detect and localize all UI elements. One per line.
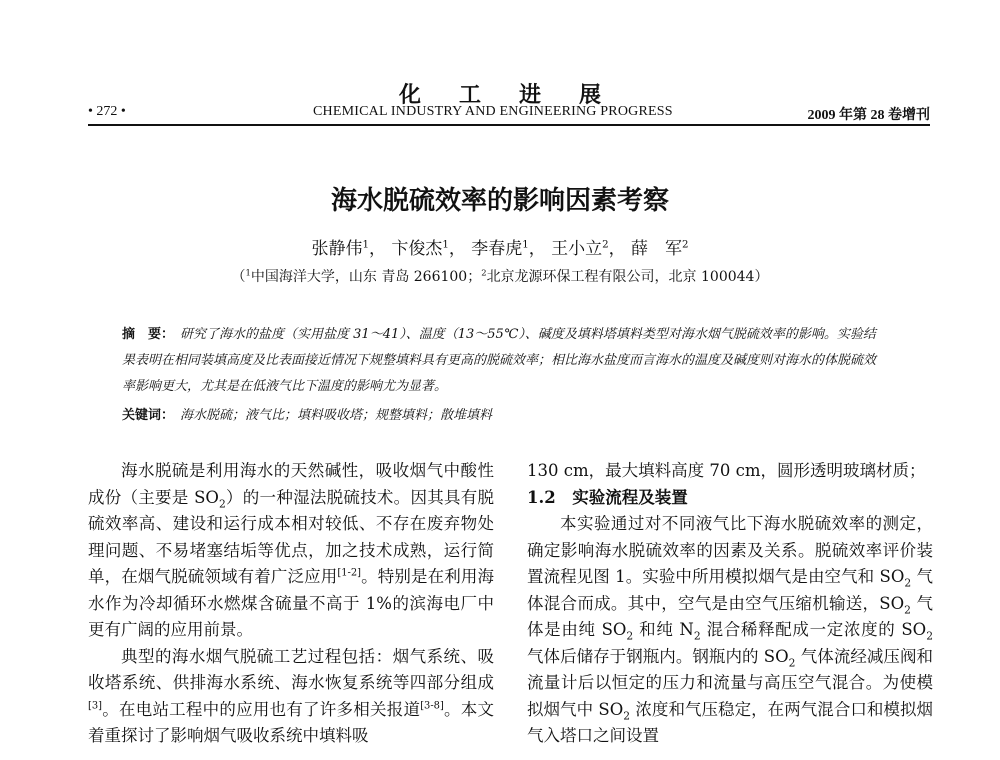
affiliation-2: 北京龙源环保工程有限公司，北京 100044 xyxy=(486,269,755,285)
page-number: • 272 • xyxy=(88,104,126,119)
article-title: 海水脱硫效率的影响因素考察 xyxy=(330,186,669,216)
author-affiliation-mark: 2 xyxy=(682,239,689,251)
keywords-label: 关键词： xyxy=(122,408,175,423)
keywords xyxy=(122,404,882,423)
author-affiliation-mark: 1 xyxy=(442,239,449,251)
author: 王小立 xyxy=(551,239,603,259)
citation: [3-8] xyxy=(420,700,444,711)
author-list: 张静伟$^1$， 卞俊杰$^1$， 李春虎$^1$， 王小立$^2$， 薛 军$^2$ xyxy=(311,239,689,259)
citation: [1-2] xyxy=(337,567,361,579)
abstract-label: 摘 要： xyxy=(122,327,175,342)
abstract xyxy=(122,322,882,400)
body-column-left xyxy=(88,458,494,750)
journal-title-cn: 化工进展 xyxy=(398,82,639,108)
citation: [3] xyxy=(88,700,102,711)
affiliation-mark: 1 xyxy=(245,267,251,278)
affiliation-mark: 2 xyxy=(481,267,487,278)
author: 卞俊杰 xyxy=(391,239,443,259)
keywords-text: 海水脱硫；液气比；填料吸收塔；规整填料；散堆填料 xyxy=(180,408,493,423)
paragraph: 130 cm，最大填料高度 70 cm，圆形透明玻璃材质； xyxy=(527,461,926,480)
issue-label: 2009 年第 28 卷增刊 xyxy=(807,108,930,123)
paragraph: 典型的海水烟气脱硫工艺过程包括：烟气系统、吸收塔系统、供排海水系统、海水恢复系统等四部分组成[3]。在电站工程中的应用也有了许多相关报道[3-8]。本文着重探讨了影响烟气吸收系统中填料吸 xyxy=(88,646,494,745)
author-affiliation-mark: 1 xyxy=(522,239,529,251)
author: 李春虎 xyxy=(471,239,523,259)
header-rule xyxy=(88,124,930,126)
affiliations: （$^1$中国海洋大学，山东 青岛 266100；$^2$北京龙源环保工程有限公司，北京 100044） xyxy=(231,267,769,285)
journal-title-en: CHEMICAL INDUSTRY AND ENGINEERING PROGRESS xyxy=(313,104,673,119)
author-affiliation-mark: 2 xyxy=(602,239,609,251)
abstract-text: 研究了海水的盐度（实用盐度 31～41）、温度（13～55℃）、碱度及填料塔填料类型对海水烟气脱硫效率的影响。实验结果表明在相同装填高度及比表面接近情况下规整填料具有更高的脱硫效率；相比海水盐度而言海水的温度及碱度则对海水的体脱硫效率影响更大，尤其是在低液气比下温度的影响尤为显著。 xyxy=(122,327,877,394)
affiliation-1: 中国海洋大学，山东 青岛 266100； xyxy=(250,269,482,285)
paragraph: 海水脱硫是利用海水的天然碱性，吸收烟气中酸性成份（主要是 $SO_2$）的一种湿法脱硫技术。因其具有脱硫效率高、建设和运行成本相对较低、不存在废弃物处理问题、不易堵塞结垢等优点，加之技术成熟，运行简单，在烟气脱硫领域有着广泛应用[1-2]。特别是在利用海水作为冷却循环水燃煤含硫量不高于 1%的滨海电厂中更有广阔的应用前景。 xyxy=(88,461,495,639)
section-heading: 1.2 实验流程及装置 xyxy=(527,487,688,507)
author: 张静伟 xyxy=(311,239,363,259)
author: 薛 军 xyxy=(631,239,683,259)
running-header xyxy=(88,104,930,124)
body-column-right xyxy=(527,458,933,750)
paragraph: 本实验通过对不同液气比下海水脱硫效率的测定，确定影响海水脱硫效率的因素及关系。脱硫效率评价装置流程见图 1。实验中所用模拟烟气是由空气和 $SO_2$ 气体混合而成。其中，空气是由空气压缩机输送，$SO_2$ 气体是由纯 $SO_2$ 和纯 $N_2$ 混合稀释配成一定浓度的 $SO_2$ 气体后储存于钢瓶内。钢瓶内的 $SO_2$ 气体流经减压阀和流量计后以恒定的压力和流量与高压空气混合。为使模拟烟气中 $SO_2$ 浓度和气压稳定，在两气混合口和模拟烟气入塔口之间设置 xyxy=(527,514,934,745)
author-affiliation-mark: 1 xyxy=(362,239,369,251)
